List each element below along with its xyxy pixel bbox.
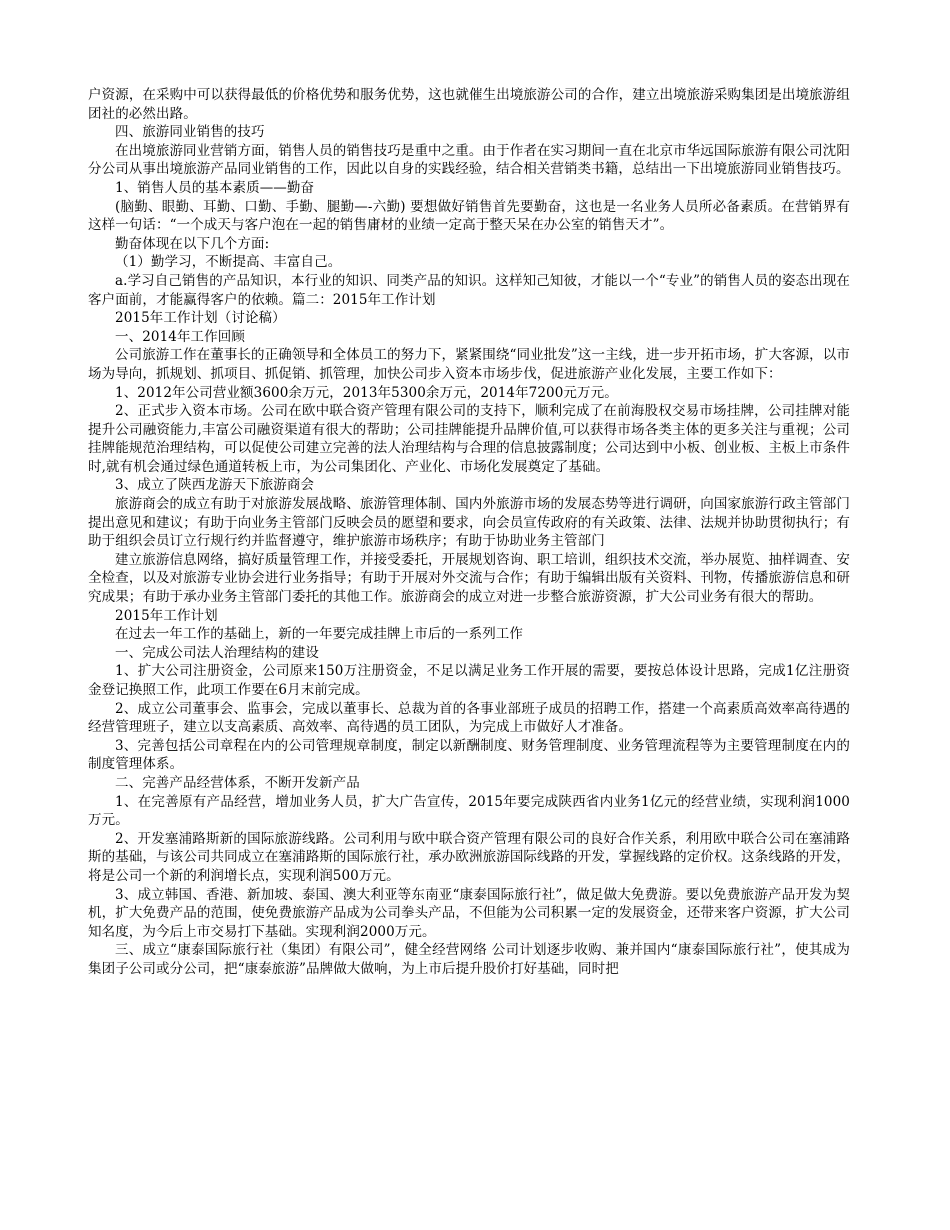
paragraph: （1）勤学习，不断提高、丰富自己。: [115, 254, 342, 271]
paragraph: 1、在完善原有产品经营，增加业务人员，扩大广告宣传，2015年要完成陕西省内业务1亿元的经营业绩，实现利润1000万元。: [88, 793, 850, 829]
paragraph: 3、成立韩国、香港、新加坡、泰国、澳大利亚等东南亚“康泰国际旅行社”，做足做大免费游。要以免费旅游产品开发为契机，扩大免费产品的范围，使免费旅游产品成为公司拳头产品，不但能为公司积累一定的发展资金，还带来客户资源，扩大公司知名度，为今后上市交易打下基础。实现利润2000万元。: [88, 886, 850, 940]
paragraph: 3、完善包括公司章程在内的公司管理规章制度，制定以新酬制度、财务管理制度、业务管理流程等为主要管理制度在内的制度管理体系。: [88, 737, 850, 773]
paragraph: 在出境旅游同业营销方面，销售人员的销售技巧是重中之重。由于作者在实习期间一直在北京市华远国际旅游有限公司沈阳分公司从事出境旅游产品同业销售的工作，因此以自身的实践经验，结合相关营销类书籍，总结出一下出境旅游同业销售技巧。: [88, 142, 850, 178]
section-heading: 二、完善产品经营体系，不断开发新产品: [115, 774, 360, 791]
paragraph: 三、成立“康泰国际旅行社（集团）有限公司”，健全经营网络 公司计划逐步收购、兼并国内“康泰国际旅行社”，使其成为集团子公司或分公司，把“康泰旅游”品牌做大做响，为上市后提升股价打好基础，同时把: [88, 942, 850, 977]
paragraph: 建立旅游信息网络，搞好质量管理工作，并接受委托，开展规划咨询、职工培训，组织技术交流，举办展览、抽样调查、安全检查，以及对旅游专业协会进行业务指导；有助于开展对外交流与合作；有助于编辑出版有关资料、刊物，传播旅游信息和研究成果；有助于承办业务主管部门委托的其他工作。旅游商会的成立对进一步整合旅游资源，扩大公司业务有很大的帮助。: [88, 551, 850, 606]
paragraph: 2、正式步入资本市场。公司在欧中联合资产管理有限公司的支持下，顺利完成了在前海股权交易市场挂牌，公司挂牌对能提升公司融资能力,丰富公司融资渠道有很大的帮助；公司挂牌能提升品牌价值,可以获得市场各类主体的更多关注与重视；公司挂牌能规范治理结构，可以促使公司建立完善的法人治理结构与合理的信息披露制度；公司达到中小板、创业板、主板上市条件时,就有机会通过绿色通道转板上市，为公司集团化、产业化、市场化发展奠定了基础。: [88, 403, 850, 475]
paragraph: 勤奋体现在以下几个方面:: [115, 235, 270, 252]
section-heading: 一、2014年工作回顾: [115, 328, 245, 345]
paragraph: a.学习自己销售的产品知识，本行业的知识、同类产品的知识。这样知己知彼，才能以一个“专业”的销售人员的姿态出现在客户面前，才能赢得客户的依赖。篇二：2015年工作计划: [88, 272, 850, 308]
paragraph: 在过去一年工作的基础上，新的一年要完成挂牌上市后的一系列工作: [115, 626, 523, 643]
paragraph: 户资源，在采购中可以获得最低的价格优势和服务优势，这也就催生出境旅游公司的合作，建立出境旅游采购集团是出境旅游组团社的必然出路。: [88, 87, 850, 122]
paragraph: 1、2012年公司营业额3600余万元，2013年5300余万元，2014年7200元万元。: [115, 384, 618, 401]
paragraph: 公司旅游工作在董事长的正确领导和全体员工的努力下，紧紧围绕“同业批发”这一主线，进一步开拓市场，扩大客源，以市场为导向，抓规划、抓项目、抓促销、抓管理，加快公司步入资本市场步伐，促进旅游产业化发展，主要工作如下：: [88, 347, 850, 382]
section-heading: 1、销售人员的基本素质——勤奋: [115, 179, 315, 196]
section-heading: 2015年工作计划: [115, 607, 218, 624]
paragraph: 2、成立公司董事会、监事会，完成以董事长、总裁为首的各事业部班子成员的招聘工作，搭建一个高素质高效率高待遇的经营管理班子，建立以支高素质、高效率、高待遇的员工团队，为完成上市做好人才准备。: [88, 700, 850, 736]
paragraph: 2、开发塞浦路斯新的国际旅游线路。公司利用与欧中联合资产管理有限公司的良好合作关系，利用欧中联合公司在塞浦路斯的基础，与该公司共同成立在塞浦路斯的国际旅行社，承办欧洲旅游国际线路的开发，掌握线路的定价权。这条线路的开发，将是公司一个新的利润增长点，实现利润500万元。: [88, 830, 850, 884]
paragraph: 旅游商会的成立有助于对旅游发展战略、旅游管理体制、国内外旅游市场的发展态势等进行调研，向国家旅游行政主管部门提出意见和建议；有助于向业务主管部门反映会员的愿望和要求，向会员宣传政府的有关政策、法律、法规并协助贯彻执行；有助于组织会员订立行规行约并监督遵守，维护旅游市场秩序；有助于协助业务主管部门: [88, 496, 850, 550]
section-heading: 一、完成公司法人治理结构的建设: [115, 644, 319, 661]
paragraph: (脑勤、眼勤、耳勤、口勤、手勤、腿勤—-六勤) 要想做好销售首先要勤奋，这也是一名业务人员所必备素质。在营销界有这样一句话：“一个成天与客户泡在一起的销售庸材的业绩一定高于整天呆在办公室的销售天才”。: [88, 198, 850, 234]
section-heading: 四、旅游同业销售的技巧: [115, 124, 265, 141]
section-heading: 3、成立了陕西龙游天下旅游商会: [115, 477, 315, 494]
document-title: 2015年工作计划（讨论稿）: [115, 310, 286, 327]
paragraph: 1、扩大公司注册资金，公司原来150万注册资金，不足以满足业务工作开展的需要，要按总体设计思路，完成1亿注册资金登记换照工作，此项工作要在6月末前完成。: [88, 663, 850, 698]
